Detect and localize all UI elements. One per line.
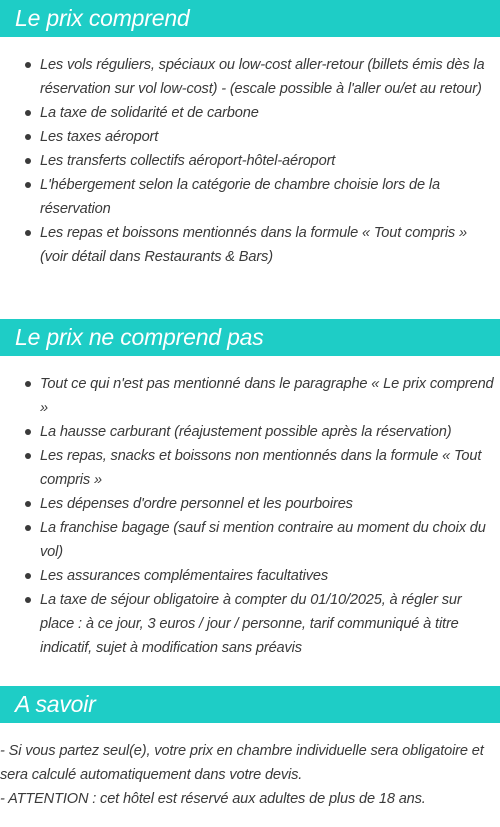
not-included-list [0,372,500,660]
bullet-icon [25,453,31,459]
bullet-icon [25,597,31,603]
list-item: Les dépenses d'ordre personnel et les pourboires [0,492,500,516]
list-item: Les taxes aéroport [0,125,500,149]
list-item: La hausse carburant (réajustement possible après la réservation) [0,420,500,444]
note-paragraph: - ATTENTION : cet hôtel est réservé aux adultes de plus de 18 ans. [0,791,426,807]
bullet-icon [25,62,31,68]
bullet-icon [25,134,31,140]
bullet-icon [25,182,31,188]
bullet-icon [25,573,31,579]
list-item: Tout ce qui n'est pas mentionné dans le paragraphe « Le prix comprend » [0,372,500,420]
list-item: La taxe de séjour obligatoire à compter du 01/10/2025, à régler sur place : à ce jour, 3 euros / jour / personne, tarif communiqué à titre indicatif, sujet à modification sans préavis [0,588,500,660]
list-item: L'hébergement selon la catégorie de chambre choisie lors de la réservation [0,173,500,221]
bullet-icon [25,381,31,387]
list-item: Les assurances complémentaires facultatives [0,564,500,588]
list-item: La franchise bagage (sauf si mention contraire au moment du choix du vol) [0,516,500,564]
list-item: Les transferts collectifs aéroport-hôtel-aéroport [0,149,500,173]
list-item: Les repas et boissons mentionnés dans la formule « Tout compris » (voir détail dans Restaurants & Bars) [0,221,500,269]
bullet-icon [25,230,31,236]
bullet-icon [25,158,31,164]
included-list [0,53,500,269]
section-header-included: Le prix comprend [0,0,500,37]
list-item: Les vols réguliers, spéciaux ou low-cost aller-retour (billets émis dès la réservation sur vol low-cost) - (escale possible à l'aller ou/et au retour) [0,53,500,101]
section-header-not-included: Le prix ne comprend pas [0,319,500,356]
good-to-know-notes [0,739,500,811]
section-header-good-to-know: A savoir [0,686,500,723]
bullet-icon [25,429,31,435]
bullet-icon [25,110,31,116]
list-item: Les repas, snacks et boissons non mentionnés dans la formule « Tout compris » [0,444,500,492]
note-paragraph: - Si vous partez seul(e), votre prix en chambre individuelle sera obligatoire et sera calculé automatiquement dans votre devis. [0,743,484,783]
bullet-icon [25,501,31,507]
bullet-icon [25,525,31,531]
list-item: La taxe de solidarité et de carbone [0,101,500,125]
